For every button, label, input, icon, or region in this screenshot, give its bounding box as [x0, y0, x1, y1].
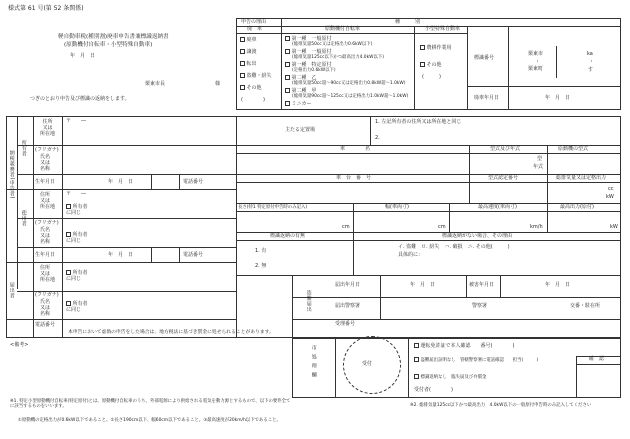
theft-group-label: 盗難届出	[305, 290, 312, 312]
displacement-header: 総排気量又は定格出力	[556, 175, 607, 181]
owner-address-label: 住所 又は 所在地	[40, 119, 56, 137]
form-title-line2: (原動機付自転車・小型特殊自動車)	[64, 42, 153, 48]
haisha-date-label: 廃車年月日	[474, 95, 500, 101]
checkbox-icon[interactable]	[285, 62, 290, 67]
checkbox-icon[interactable]	[66, 232, 71, 237]
return-yes[interactable]: 1. 有	[255, 248, 267, 254]
plate-value-a[interactable]: ka	[587, 51, 593, 57]
footnote-1: ※1. 特定小型原動機付自転車(特定原付)とは、原動機付自転車のうち、外部電源により供給される電気を動力源とするもので、以下の要件全てに該当するものをいいます。	[10, 399, 291, 410]
reason-options[interactable]: イ. 盗難 ロ. 紛失 ハ. 破損 ニ. その他( )	[398, 244, 510, 250]
checkbox-icon[interactable]	[285, 88, 290, 93]
checkbox-icon[interactable]	[240, 61, 245, 66]
form-title-line1: 軽自動車税(種別割)廃車申告書兼標識返納書	[58, 34, 169, 40]
office-use-label: 市処理欄	[310, 345, 317, 381]
checkbox-icon[interactable]	[66, 270, 71, 275]
reason-tenshutsu[interactable]: 転出	[240, 61, 257, 68]
col-small: 小型特殊自動車	[425, 26, 461, 32]
unit-cm-2: cm	[438, 224, 446, 230]
vehicle-model-header: 型式及び年式	[490, 146, 521, 152]
plate-city: 栗東市	[528, 51, 544, 57]
transferee-label: 届出者	[8, 282, 15, 299]
checkbox-icon[interactable]	[420, 62, 425, 67]
plate-return-header: 標識返納の有無	[270, 233, 306, 239]
user-phone-label: 電話番号	[183, 252, 204, 258]
col-haisha: 廃 車	[247, 26, 263, 32]
user-birth-label: 生年月日	[35, 252, 56, 258]
user-address-label: 住所 又は 所在地	[40, 192, 56, 210]
unit-cc: cc	[608, 186, 614, 192]
length-header: 長さ(特1 特定原付申告時のみ記入)	[238, 205, 308, 210]
submission-date[interactable]: 年 月 日	[70, 53, 96, 59]
moped-type-1[interactable]: 第一種 一般原付	[285, 36, 332, 43]
moped-type-5-sub: (総排気量90cc超〜125cc又は定格出力1.0kW超〜1.0kW)	[292, 94, 409, 99]
checkbox-icon[interactable]	[240, 85, 245, 90]
small-type-paren[interactable]: ( )	[422, 74, 441, 80]
owner-name-label: 氏名 又は 名称	[40, 154, 51, 172]
checkbox-icon[interactable]	[414, 374, 419, 379]
checkbox-icon[interactable]	[420, 45, 425, 50]
moped-type-6[interactable]: ミニカー	[285, 101, 312, 108]
chassis-header: 車 台 番 号	[336, 175, 372, 181]
owner-birth-value[interactable]: 年 月 日	[108, 179, 134, 185]
police-station-label: 届出警察署	[335, 303, 361, 309]
transferee-name-label: 氏名 又は 名称	[40, 299, 51, 317]
uketsuke-field[interactable]: 受付者( )	[414, 387, 453, 393]
main-form-frame	[6, 116, 621, 338]
moped-type-1-sub: (総排気量50cc又は定格出力0.6kW以下)	[292, 42, 373, 47]
police-box: 交番・駐在所	[570, 303, 601, 309]
checkbox-icon[interactable]	[240, 49, 245, 54]
user-same-as-owner-2[interactable]: 所有者 に同じ	[66, 232, 88, 244]
report-date-value[interactable]: 年 月 日	[410, 282, 436, 288]
unit-kw: kW	[606, 194, 614, 200]
police-suffix: 警察署	[472, 303, 488, 309]
transferee-same-1[interactable]: 所有者 に同じ	[66, 270, 88, 282]
confirm-label: 確 認	[589, 356, 605, 362]
owner-phone-label: 電話番号	[183, 179, 204, 185]
user-name-label: 氏名 又は 名称	[40, 227, 51, 245]
damage-date-label: 被害年月日	[469, 282, 495, 288]
reason-haisha[interactable]: 廃車	[240, 37, 257, 44]
moped-type-3-sub: (定格出力0.6kW以下)	[292, 68, 336, 73]
footnote-1b: ①原動機の定格出力が0.6kW以下であること。②長さ190cm以下、幅60cm以下であること。③最高速度が20km/h以下であること。	[18, 418, 281, 423]
plate-prefix: ・	[535, 59, 541, 65]
moped-type-5[interactable]: 第二種 甲	[285, 88, 317, 95]
reason-other-paren[interactable]: ( )	[241, 97, 265, 103]
owner-label: 所有者	[20, 140, 27, 157]
receipt-stamp-label: 受付	[362, 361, 373, 367]
model-suffix-2: 年式	[533, 164, 544, 170]
reason-other[interactable]: その他	[240, 85, 262, 92]
main-place-label: 主たる定置場	[285, 127, 316, 133]
footnote-2: ※2. 総排気量125cc以下かつ最高出力 4.0kW以下の一般原付申告時のみ記入してください	[410, 403, 592, 408]
plate-value-b[interactable]: ・	[589, 59, 595, 65]
user-birth-value[interactable]: 年 月 日	[108, 252, 134, 258]
checkbox-icon[interactable]	[285, 75, 290, 80]
header-type: 種 別	[395, 19, 421, 25]
form-number: 様式第 61 号(第 52 条関係)	[8, 5, 84, 12]
header-reason: 申告の理由	[241, 19, 267, 25]
user-furigana: (フリガナ)	[35, 220, 59, 226]
office-item-3[interactable]: 標識返納なし 臨失届及び弁償金	[414, 374, 514, 380]
cert-header: 型式認定番号	[488, 175, 519, 181]
addressee: 栗東市長	[145, 81, 166, 87]
addressee-suffix: 様	[215, 81, 221, 87]
user-same-as-owner-1[interactable]: 所有者 に同じ	[66, 204, 88, 216]
main-place-opt1[interactable]: 1. 左記所有者の住所又は所在地と同じ	[375, 119, 462, 125]
reason-joto[interactable]: 譲渡	[240, 49, 257, 56]
checkbox-icon[interactable]	[285, 49, 290, 54]
transferee-address-label: 住所 又は 所在地	[40, 265, 56, 283]
moped-type-4[interactable]: 第二種 乙	[285, 75, 317, 82]
moped-type-3[interactable]: 第一種 特定原付	[285, 62, 332, 69]
transferee-phone-label: 電話番号	[35, 322, 56, 328]
unit-cm-1: cm	[342, 224, 350, 230]
damage-date-value[interactable]: 年 月 日	[545, 282, 571, 288]
haisha-date-value[interactable]: 年 月 日	[545, 95, 571, 101]
return-no[interactable]: 2. 無	[255, 263, 267, 269]
checkbox-icon[interactable]	[240, 73, 245, 78]
unit-kmh: km/h	[530, 224, 543, 230]
plate-value-c[interactable]: す	[588, 67, 594, 73]
owner-postal[interactable]: 〒 ―	[66, 118, 87, 124]
plate-label: 標識番号	[474, 55, 495, 61]
user-label: 使用者	[20, 210, 27, 227]
engine-model-header: 原動機の型式	[558, 146, 589, 152]
plate-town: 栗東町	[528, 66, 544, 72]
main-place-opt2[interactable]: 2.	[375, 135, 380, 141]
col-moped: 原動機付自転車	[325, 26, 361, 32]
remarks-label: <備考>	[10, 342, 29, 348]
checkbox-icon[interactable]	[240, 37, 245, 42]
checkbox-icon[interactable]	[285, 101, 290, 106]
receipt-number-label: 受理番号	[335, 321, 356, 327]
no-return-reason-header: 標識返納がない場合、その理由	[442, 233, 513, 239]
moped-type-2-sub: (総排気量125cc以下かつ最高出力4.0kW以下)	[292, 55, 384, 60]
tax-note: 本申告において虚偽の申告をした場合は、地方税法に基づき罰金に処せられることがあります。	[68, 330, 274, 335]
vehicle-name-header: 車 名	[340, 146, 371, 152]
owner-birth-label: 生年月日	[35, 179, 56, 185]
report-date-label: 届出年月日	[335, 282, 361, 288]
checkbox-icon[interactable]	[285, 36, 290, 41]
transferee-furigana: (フリガナ)	[35, 292, 59, 298]
reason-specific[interactable]: 具体的に：	[398, 252, 424, 258]
small-type-2[interactable]: その他	[420, 62, 442, 69]
user-postal[interactable]: 〒 ―	[66, 191, 87, 197]
moped-type-4-sub: (総排気量50cc超〜90cc又は定格出力0.8kW超〜1.0kW)	[292, 81, 406, 86]
checkbox-icon[interactable]	[66, 204, 71, 209]
checkbox-icon[interactable]	[66, 301, 71, 306]
model-suffix-1: 型	[537, 156, 543, 162]
unit-kw-2: kW	[610, 224, 618, 230]
power-header: 最高出力(原付)	[560, 204, 594, 210]
transferee-same-2[interactable]: 所有者 に同じ	[66, 301, 88, 313]
declaration-text: つぎのとおり申告及び標識の返納をします。	[30, 96, 130, 102]
office-item-2[interactable]: 盗難届出証明なし 管轄警察署に電話確認 担当( )	[414, 357, 544, 363]
reason-tonan[interactable]: 盗難・紛失	[240, 73, 272, 80]
taxpayer-group-label: 納税義務者(申告者)	[8, 150, 15, 199]
owner-furigana: (フリガナ)	[35, 147, 59, 153]
checkbox-icon[interactable]	[414, 357, 419, 362]
moped-type-2[interactable]: 第一種 一般原付	[285, 49, 332, 56]
speed-header: 最高速度(車両寸)	[478, 204, 517, 210]
checkbox-icon[interactable]	[414, 343, 419, 348]
small-type-1[interactable]: 農耕作業用	[420, 45, 452, 52]
width-header: 幅(車両寸)	[385, 204, 409, 210]
office-item-1[interactable]: 運転免許証で本人確認 番号( )	[414, 343, 514, 350]
